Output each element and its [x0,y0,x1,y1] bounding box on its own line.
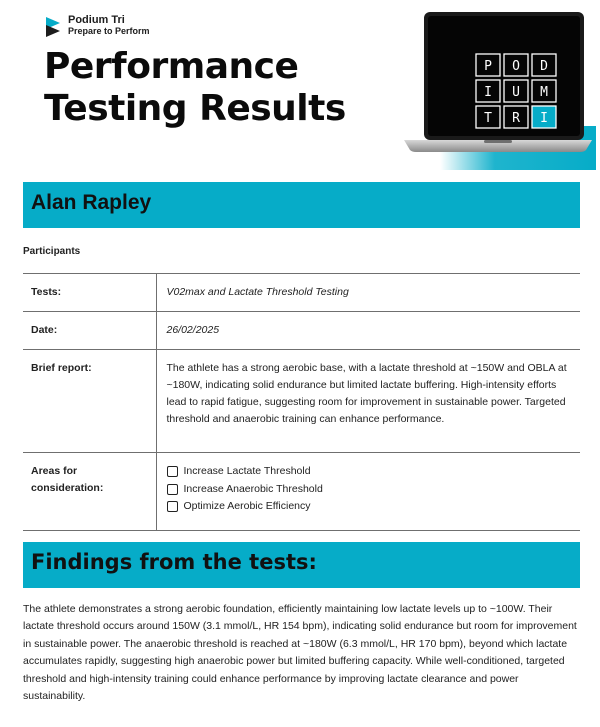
athlete-name-banner [23,182,580,228]
page-title-line1: Performance [44,46,299,87]
checkbox-icon[interactable] [167,501,178,512]
checklist-item[interactable] [167,481,571,499]
brief-report-value: The athlete has a strong aerobic base, with a lactate threshold at ~150W and OBLA at ~180W, indicating solid endurance but limited lactate buffering. High-intensity efforts lead to rapid fatigue, suggesting room for improvement in sustainable power. Targeted threshold and anaerobic training can enhance performance. [156,350,580,453]
brand-name: Podium Tri [68,14,125,26]
participants-label: Participants [23,246,81,257]
areas-label-line1: Areas for [31,465,78,477]
findings-heading: Findings from the tests: [31,550,317,574]
areas-label [23,453,156,531]
checklist-item-label: Increase Lactate Threshold [183,465,311,478]
laptop-illustration-icon [400,8,596,173]
brand-tagline: Prepare to Perform [68,26,150,36]
findings-banner [23,542,580,588]
findings-paragraph: The athlete demonstrates a strong aerobic foundation, efficiently maintaining low lactate levels up to ~100W. Their lactate threshold occurs around 150W (3.1 mmol/L, HR 154 bpm), indicating solid endurance but room for improvement in sustainable power. The anaerobic threshold is reached at ~180W (6.3 mmol/L, HR 170 bpm), beyond which lactate accumulates rapidly, suggesting high anaerobic power but limited buffering capacity. While well-conditioned, targeted threshold and high-intensity training could enhance performance by improving lactate clearance and power sustainability. [23,603,577,703]
tests-label: Tests: [23,274,156,312]
checkbox-icon[interactable] [167,466,178,477]
checklist-item-label: Optimize Aerobic Efficiency [183,500,311,513]
podium-tri-logo-icon [44,15,62,37]
page-title-line2: Testing Results [44,88,346,129]
date-label: Date: [23,312,156,350]
areas-checklist [167,463,571,516]
laptop-screen-grid [476,54,556,128]
athlete-name: Alan Rapley [31,191,152,214]
laptop-letter: T [484,111,492,126]
test-info-table [23,273,580,531]
checklist-item[interactable] [167,463,571,481]
areas-value [156,453,580,531]
laptop-letter: D [540,59,548,74]
table-row-brief-report [23,350,580,453]
brief-report-label: Brief report: [23,350,156,453]
laptop-letter: I [484,85,492,100]
laptop-letter: R [512,111,520,126]
page-title [44,46,346,130]
laptop-letter: M [540,85,548,100]
areas-label-line2: consideration: [31,482,104,494]
brand-block [44,15,150,37]
checklist-item-label: Increase Anaerobic Threshold [183,482,323,495]
laptop-letter: I [540,111,548,126]
tests-value: V02max and Lactate Threshold Testing [156,274,580,312]
date-value: 26/02/2025 [156,312,580,350]
table-row-date [23,312,580,350]
checkbox-icon[interactable] [167,484,178,495]
table-row-areas [23,453,580,531]
laptop-letter: O [512,59,520,74]
brand-text [68,15,150,37]
checklist-item[interactable] [167,498,571,516]
laptop-letter: P [484,59,492,74]
laptop-letter: U [512,85,520,100]
table-row-tests [23,274,580,312]
